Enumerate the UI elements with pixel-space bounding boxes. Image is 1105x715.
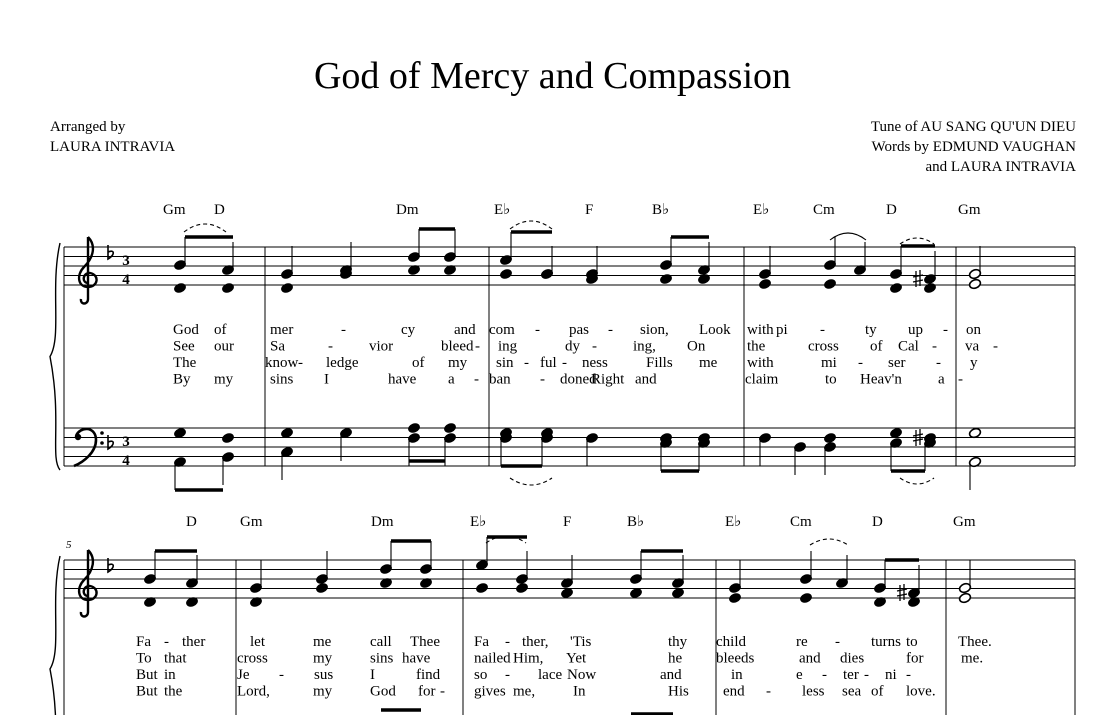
lyric-syllable: sion, — [640, 322, 669, 338]
lyric-syllable: ter — [843, 667, 859, 683]
coauthor-credit: and LAURA INTRAVIA — [925, 159, 1076, 175]
chord-symbol: D — [872, 514, 883, 530]
note-head — [499, 268, 512, 280]
lyric-syllable: - — [592, 338, 597, 355]
words-credit: Words by EDMUND VAUGHAN — [871, 139, 1076, 155]
lyric-syllable: vior — [369, 338, 394, 355]
slur — [900, 238, 934, 244]
lyric-syllable: so — [474, 667, 488, 683]
lyric-syllable: Now — [567, 667, 597, 683]
lyric-syllable: me — [699, 355, 718, 371]
note-head — [728, 592, 741, 604]
lyric-syllable: Look — [699, 322, 731, 338]
lyric-syllable: Right — [591, 371, 625, 388]
lyric-syllable: end — [723, 683, 745, 700]
lyric-syllable: - — [993, 338, 998, 355]
chord-symbol: Dm — [371, 514, 394, 530]
chord-symbol: E♭ — [494, 202, 511, 218]
lyric-syllable: let — [250, 634, 265, 650]
bass-clef-dot — [100, 441, 104, 445]
lyric-syllable: for — [418, 683, 436, 700]
lyric-syllable: a — [448, 371, 455, 388]
lyric-syllable: sea — [842, 683, 862, 700]
bass-clef-dot — [100, 431, 104, 435]
sharp-sign-icon — [913, 270, 923, 287]
note-head — [659, 273, 672, 285]
lyric-syllable: turns — [871, 634, 901, 650]
lyric-syllable: Fa — [474, 634, 489, 650]
lyric-syllable: with — [747, 322, 774, 338]
lyric-syllable: Yet — [566, 650, 587, 667]
note-head — [407, 422, 420, 434]
lyric-syllable: with — [747, 355, 774, 371]
lyric-syllable: have — [402, 650, 431, 667]
lyric-syllable: - — [505, 634, 510, 650]
chord-symbol: Cm — [813, 202, 835, 218]
lyric-syllable: of — [412, 355, 425, 371]
lyric-syllable: God — [370, 683, 396, 700]
lyric-syllable: - — [505, 667, 510, 683]
chord-symbol: B♭ — [627, 514, 645, 530]
lyric-syllable: he — [668, 650, 683, 667]
chord-symbol: E♭ — [470, 514, 487, 530]
lyric-syllable: cross — [808, 338, 839, 355]
slur — [810, 539, 848, 545]
lyric-syllable: - — [936, 355, 941, 371]
lyric-syllable: me — [313, 634, 332, 650]
lyric-syllable: pas — [569, 322, 589, 338]
lyric-syllable: mi — [821, 355, 837, 371]
lyric-syllable: sins — [270, 371, 294, 388]
lyric-syllable: Lord, — [237, 683, 270, 700]
lyric-syllable: on — [966, 322, 981, 338]
lyric-syllable: my — [448, 355, 468, 371]
bass-clef-dot — [75, 434, 81, 440]
lyric-syllable: Je — [237, 667, 250, 683]
chord-symbol: E♭ — [753, 202, 770, 218]
chord-symbol: Cm — [790, 514, 812, 530]
lyric-syllable: - — [440, 683, 445, 700]
note-head — [889, 282, 902, 294]
lyric-syllable: In — [573, 683, 586, 700]
lyric-syllable: The — [173, 355, 197, 371]
note-head — [443, 422, 456, 434]
lyric-syllable: that — [164, 650, 187, 667]
note-head — [958, 592, 971, 604]
note-head — [280, 282, 293, 294]
lyric-syllable: in — [164, 667, 176, 683]
arranger-name: LAURA INTRAVIA — [50, 139, 176, 155]
lyric-syllable: gives — [474, 683, 506, 700]
lyric-syllable: y — [970, 355, 978, 371]
note-head — [315, 582, 328, 594]
lyric-syllable: - — [328, 338, 333, 355]
note-head — [697, 273, 710, 285]
time-signature-bottom: 4 — [122, 272, 130, 288]
lyric-syllable: - — [474, 371, 479, 388]
lyric-syllable: - — [835, 634, 840, 650]
lyric-syllable: But — [136, 683, 158, 700]
chord-symbol: Gm — [953, 514, 976, 530]
lyric-syllable: less — [802, 683, 825, 700]
lyric-syllable: cross — [237, 650, 268, 667]
lyric-syllable: me, — [513, 683, 536, 700]
note-head — [173, 282, 186, 294]
lyric-syllable: ty — [865, 322, 877, 338]
lyric-syllable: cy — [401, 322, 416, 338]
system-brace — [50, 243, 60, 470]
lyric-syllable: a — [938, 371, 945, 388]
lyric-syllable: and — [660, 667, 682, 683]
lyric-syllable: But — [136, 667, 158, 683]
lyric-syllable: Thee. — [958, 634, 992, 650]
chord-symbol: Gm — [240, 514, 263, 530]
lyric-syllable: lace — [538, 667, 563, 683]
lyric-syllable: ledge — [326, 355, 359, 371]
note-head — [923, 282, 936, 294]
lyric-syllable: of — [871, 683, 884, 700]
lyric-syllable: - — [164, 634, 169, 650]
note-head — [823, 432, 836, 444]
slur — [510, 221, 552, 229]
lyric-syllable: dies — [840, 650, 865, 667]
lyric-syllable: - — [958, 371, 963, 388]
lyric-syllable: call — [370, 634, 392, 650]
note-head — [221, 282, 234, 294]
lyric-syllable: and — [635, 371, 657, 388]
note-head — [823, 278, 836, 290]
lyric-syllable: sin — [496, 355, 514, 371]
lyric-syllable: - — [864, 667, 869, 683]
lyric-syllable: of — [870, 338, 883, 355]
time-signature-top: 3 — [122, 434, 130, 450]
lyric-syllable: ther — [182, 634, 206, 650]
lyric-syllable: love. — [906, 683, 936, 700]
chord-symbol: F — [585, 202, 594, 218]
lyric-syllable: On — [687, 338, 706, 355]
lyric-syllable: to — [906, 634, 918, 650]
lyric-syllable: By — [173, 371, 191, 388]
lyric-syllable: re — [796, 634, 808, 650]
lyric-syllable: - — [540, 371, 545, 388]
lyric-syllable: - — [858, 355, 863, 371]
chord-symbol: D — [886, 202, 897, 218]
lyric-syllable: sins — [370, 650, 394, 667]
lyric-syllable: God — [173, 322, 199, 338]
lyric-syllable: - — [943, 322, 948, 338]
chord-symbol: D — [186, 514, 197, 530]
lyric-syllable: - — [906, 667, 911, 683]
lyric-syllable: in — [731, 667, 743, 683]
lyric-syllable: ban — [489, 371, 511, 388]
system-brace — [50, 556, 60, 715]
note-head — [968, 278, 981, 290]
lyric-syllable: - — [535, 322, 540, 338]
lyric-syllable: Fa — [136, 634, 151, 650]
lyric-syllable: thy — [668, 634, 688, 650]
page-title: God of Mercy and Compassion — [313, 55, 792, 97]
lyric-syllable: ful — [540, 355, 557, 371]
lyric-syllable: sus — [314, 667, 334, 683]
chord-symbol: Gm — [163, 202, 186, 218]
lyric-syllable: - — [475, 338, 480, 355]
lyric-syllable: ther, — [522, 634, 549, 650]
lyric-syllable: the — [164, 683, 183, 700]
lyric-syllable: up — [908, 322, 923, 338]
lyric-syllable: our — [214, 338, 234, 355]
lyric-syllable: Thee — [410, 634, 440, 650]
lyric-syllable: e — [796, 667, 803, 683]
note-head — [221, 432, 234, 444]
lyric-syllable: and — [799, 650, 821, 667]
lyric-syllable: - — [932, 338, 937, 355]
chord-symbol: B♭ — [652, 202, 670, 218]
lyric-syllable: claim — [745, 371, 779, 388]
note-head — [515, 582, 528, 594]
lyric-syllable: 'Tis — [570, 634, 592, 650]
lyric-syllable: Cal — [898, 338, 919, 355]
time-signature-bottom: 4 — [122, 453, 130, 469]
lyric-syllable: I — [370, 667, 375, 683]
slur — [184, 224, 226, 232]
lyric-syllable: - — [279, 667, 284, 683]
lyric-syllable: mer — [270, 322, 294, 338]
lyric-syllable: - — [562, 355, 567, 371]
lyric-syllable: for — [906, 650, 924, 667]
lyric-syllable: To — [136, 650, 152, 667]
lyric-syllable: dy — [565, 338, 580, 355]
time-signature-top: 3 — [122, 253, 130, 269]
lyric-syllable: - — [524, 355, 529, 371]
lyric-syllable: ing, — [633, 338, 656, 355]
note-head — [799, 592, 812, 604]
lyric-syllable: ni — [885, 667, 897, 683]
lyric-syllable: my — [313, 650, 333, 667]
lyric-syllable: bleeds — [716, 650, 755, 667]
lyric-syllable: - — [298, 355, 303, 371]
lyric-syllable: ness — [582, 355, 608, 371]
tune-credit: Tune of AU SANG QU'UN DIEU — [870, 119, 1076, 135]
arranger-label: Arranged by — [50, 119, 126, 135]
lyric-syllable: of — [214, 322, 227, 338]
lyric-syllable: I — [324, 371, 329, 388]
lyric-syllable: my — [313, 683, 333, 700]
lyric-syllable: See — [173, 338, 195, 355]
measure-number: 5 — [66, 539, 72, 551]
lyric-syllable: pi — [776, 322, 788, 338]
lyric-syllable: com — [489, 322, 515, 338]
slur — [510, 478, 552, 485]
chord-symbol: E♭ — [725, 514, 742, 530]
note-head — [758, 278, 771, 290]
chord-symbol: Dm — [396, 202, 419, 218]
lyric-syllable: - — [820, 322, 825, 338]
lyric-syllable: - — [341, 322, 346, 338]
lyric-syllable: have — [388, 371, 417, 388]
lyric-syllable: find — [416, 667, 441, 683]
lyric-syllable: va — [965, 338, 980, 355]
lyric-syllable: know — [265, 355, 299, 371]
lyric-syllable: the — [747, 338, 766, 355]
lyric-syllable: ser — [888, 355, 906, 371]
lyric-syllable: - — [608, 322, 613, 338]
chord-symbol: Gm — [958, 202, 981, 218]
note-head — [475, 582, 488, 594]
lyric-syllable: to — [825, 371, 837, 388]
lyric-syllable: Sa — [270, 338, 285, 355]
chord-symbol: D — [214, 202, 225, 218]
lyric-syllable: Heav'n — [860, 371, 902, 388]
lyric-syllable: His — [668, 683, 689, 700]
lyric-syllable: Him, — [513, 650, 544, 667]
lyric-syllable: my — [214, 371, 234, 388]
lyric-syllable: Fills — [646, 355, 673, 371]
lyric-syllable: ing — [498, 338, 518, 355]
chord-symbol: F — [563, 514, 572, 530]
lyric-syllable: child — [716, 634, 746, 650]
lyric-syllable: doned — [560, 371, 597, 388]
lyric-syllable: - — [766, 683, 771, 700]
lyric-syllable: me. — [961, 650, 984, 667]
lyric-syllable: bleed — [441, 338, 474, 355]
lyric-syllable: nailed — [474, 650, 511, 667]
slur — [900, 478, 934, 484]
lyric-syllable: and — [454, 322, 476, 338]
lyric-syllable: - — [822, 667, 827, 683]
